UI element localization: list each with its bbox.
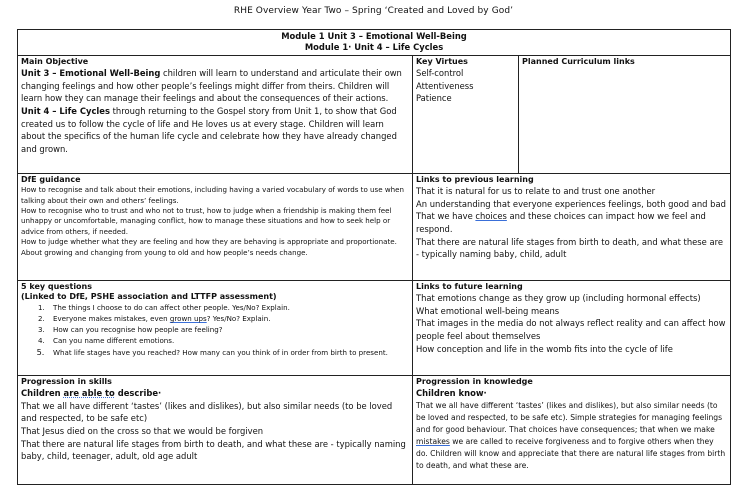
key-virtues-heading: Key Virtues [416,57,468,66]
previous-item: An understanding that everyone experiences feelings, both good and bad [416,198,726,209]
previous-item: That there are natural life stages from birth to death, and what these are - typically naming baby, child, adult [416,236,724,260]
future-item: What emotional well-being means [416,305,560,316]
knowledge-cell [413,376,731,485]
previous-item: That it is natural for us to relate to and trust one another [416,186,656,197]
links-future-cell [413,281,731,376]
virtue-item: Self-control [416,68,464,79]
virtue-item: Attentiveness [416,80,474,91]
unit3-paragraph [21,67,409,105]
key-question-text: ? Yes/No? Explain. [206,314,271,324]
module-header-line1: Module 1 Unit 3 – Emotional Well-Being [281,31,467,41]
document-title: RHE Overview Year Two – Spring ‘Created and Loved by God’ [233,6,514,16]
unit4-label: Unit 4 – Life Cycles [21,105,110,116]
unit4-text: through returning to the Gospel story from Unit 1, to show that God created us to follow the cycle of life and He loves us at every stage. Children will learn about the specifics of the human life cycle and celebrate how they have already changed and grown. [21,105,397,154]
mistakes-link: mistakes [416,437,450,447]
overview-table [17,29,731,485]
main-objective-heading: Main Objective [21,57,89,66]
links-previous-cell [413,174,731,281]
key-question-text: What life stages have you reached? How many can you think of in order from birth to present. [53,347,388,357]
knowledge-text-part: That we all have different ‘tastes’ (likes and dislikes), but also similar needs (to be loved and respected, to be safe etc). Simple strategies for managing feelings and for good behaviour. That choices have consequences; that when we make [416,400,723,434]
key-virtues-cell [413,56,519,174]
key-question [47,347,409,359]
key-question: 3. How can you recognise how people are feeling? [47,325,409,336]
dfe-item: How to recognise and talk about their emotions, including having a varied vocabulary of words to use when talking about their own and others’ feelings. [21,185,405,205]
key-question-text: Everyone makes mistakes, even [53,314,170,324]
unit3-label: Unit 3 – Emotional Well-Being [21,68,161,79]
planned-links-heading: Planned Curriculum links [522,57,635,66]
module-header-line2: Module 1· Unit 4 – Life Cycles [304,41,444,52]
skills-item: That Jesus died on the cross so that we would be forgiven [21,425,264,436]
knowledge-heading: Progression in knowledge [416,377,533,386]
skills-item: That there are natural life stages from birth to death, and what these are - typically naming baby, child, teenager, adult, old age adult [21,438,406,462]
skills-heading: Progression in skills [21,377,112,386]
future-item: That emotions change as they grow up (including hormonal effects) [416,293,701,304]
skills-item: That we all have different ‘tastes’ (likes and dislikes), but also similar needs (to be loved and respected, to be safe etc) [21,400,393,424]
dfe-guidance-heading: DfE guidance [21,175,81,184]
previous-item-text: and these choices can impact how we feel and respond. [416,211,706,234]
skills-intro [21,387,409,400]
key-questions-heading: 5 key questions [21,282,93,291]
module-header [18,30,731,56]
key-questions-list [21,303,409,358]
choices-link: choices [475,211,507,222]
knowledge-intro: Children know· [416,388,487,399]
key-question [47,314,409,325]
previous-item [416,210,727,235]
future-item: How conception and life in the womb fits into the cycle of life [416,343,673,354]
key-questions-subheading: (Linked to DfE, PSHE association and LTTFP assessment) [21,292,277,302]
previous-item-text: That we have [416,211,476,222]
skills-cell [18,376,413,485]
links-previous-heading: Links to previous learning [416,175,534,184]
main-objective-cell [18,56,413,174]
skills-intro-text: Children [21,388,64,399]
dfe-guidance-cell [18,174,413,281]
links-future-heading: Links to future learning [416,282,523,291]
unit3-text: children will learn to understand and articulate their own changing feelings and how other people’s feelings might differ from theirs. Children will learn how they can manage their feelings and about the consequences of their actions. [21,68,402,104]
virtue-item: Patience [416,93,452,104]
planned-links-cell [519,56,731,174]
future-item: That images in the media do not always reflect reality and can affect how people feel about themselves [416,318,726,341]
knowledge-text [416,400,727,473]
are-able-to-link: are able to [63,388,115,399]
knowledge-text-part: we are called to receive forgiveness and to forgive others when they do. Children will know and appreciate that there are natural life stages from birth to death, and what these are. [416,437,726,471]
grown-ups-link: grown ups [169,314,207,324]
key-questions-cell [18,281,413,376]
dfe-item: How to judge whether what they are feeling and how they are behaving is appropriate and proportionate. [21,237,397,247]
key-question: 1. The things I choose to do can affect other people. Yes/No? Explain. [47,303,409,314]
dfe-item: How to recognise who to trust and who not to trust, how to judge when a friendship is making them feel unhappy or uncomfortable, managing conflict, how to manage these situations and how to seek help or advice from others, if needed. [21,206,392,236]
skills-intro-text: describe· [114,388,162,399]
dfe-item: About growing and changing from young to old and how people’s needs change. [21,247,308,257]
unit4-paragraph [21,105,409,155]
key-question: 4. Can you name different emotions. [47,336,409,347]
